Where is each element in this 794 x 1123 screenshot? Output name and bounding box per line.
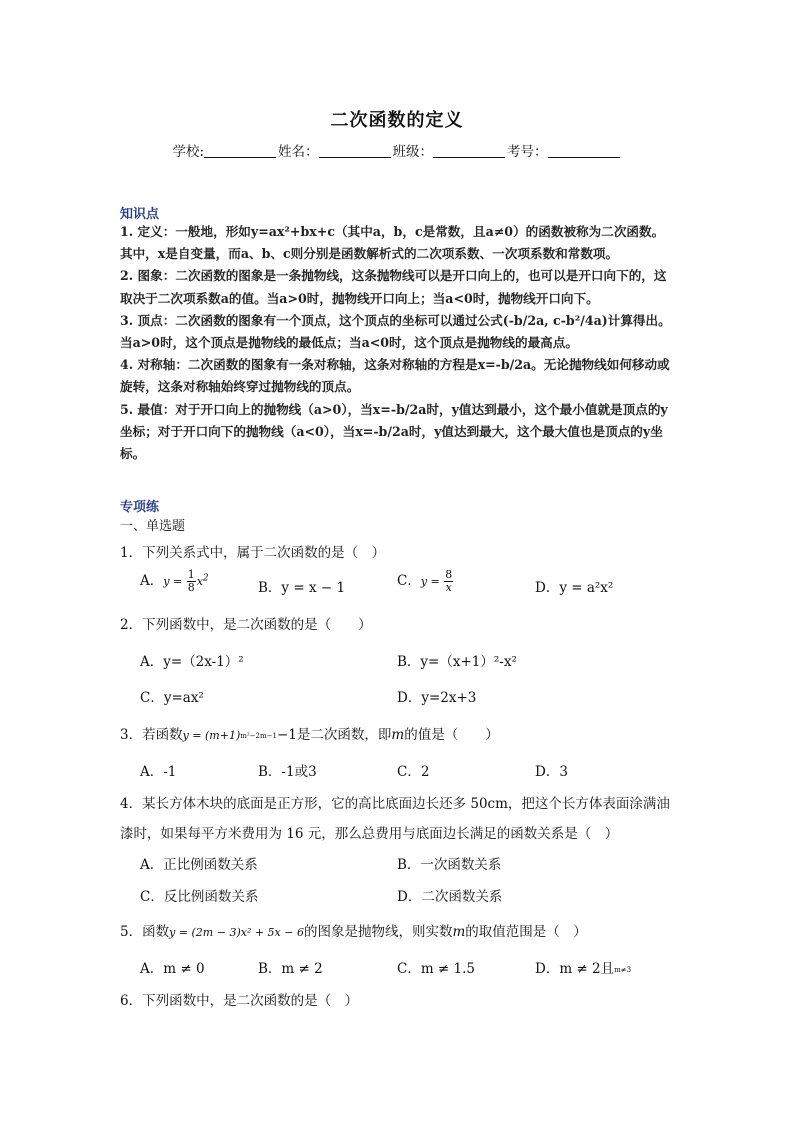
q3-option-b: B．-1或3 [258,764,317,780]
q4-option-d: D．二次函数关系 [397,889,503,905]
knowledge-point: 4. 对称轴：二次函数的图象有一条对称轴，这条对称轴的方程是x=-b/2a。无论抛物线如何移动或旋转，这条对称轴始终穿过抛物线的顶点。 [120,357,670,395]
question-5-stem: 5．函数y = (2m − 3)x² + 5x − 6的图象是抛物线，则实数m的取值范围是（ ） [120,924,587,940]
q5-option-b: B．m ≠ 2 [258,961,323,977]
q3-option-c: C．2 [397,764,430,780]
school-label: 学校: [172,144,205,160]
question-6-stem: 6．下列函数中，是二次函数的是（ ） [120,993,359,1009]
q2-option-d: D．y=2x+3 [397,690,477,706]
knowledge-point: 1. 定义：一般地，形如y=ax²+bx+c（其中a，b，c是常数，且a≠0）的函数被称为二次函数。其中，x是自变量，而a、b、c则分别是函数解析式的二次项系数、一次项系数和常数项。 [120,224,665,262]
knowledge-points [120,221,676,465]
practice-heading: 专项练 [120,500,160,515]
q4-option-a: A．正比例函数关系 [140,857,258,873]
q5-option-a: A．m ≠ 0 [140,961,205,977]
number-label: 考号： [507,144,548,160]
q2-option-c: C．y=ax² [140,690,204,706]
knowledge-heading: 知识点 [120,207,160,222]
page-title: 二次函数的定义 [330,110,464,131]
q5-option-c: C．m ≠ 1.5 [397,961,475,977]
q5-option-d: D．m ≠ 2且m≠3 [535,961,632,977]
question-2-stem: 2．下列函数中，是二次函数的是（ ） [120,617,372,633]
knowledge-point: 3. 顶点：二次函数的图象有一个顶点，这个顶点的坐标可以通过公式(-b/2a, c-b²/4a)计算得出。当a>0时，这个顶点是抛物线的最低点；当a<0时，这个顶点是抛物线的最高点。 [120,312,671,351]
question-4-line-1: 4．某长方体木块的底面是正方形，它的高比底面边长还多 50cm，把这个长方体表面涂满油 [120,796,670,812]
q2-option-a: A．y=（2x-1）² [140,654,244,670]
q2-option-b: B．y=（x+1）²-x² [397,654,517,670]
knowledge-point: 2. 图象：二次函数的图象是一条抛物线，这条抛物线可以是开口向上的，也可以是开口向下的，这取决于二次项系数a的值。当a>0时，抛物线开口向上；当a<0时，抛物线开口向下。 [120,268,667,306]
question-4-line-2: 漆时，如果每平方米费用为 16 元，那么总费用与底面边长满足的函数关系是（ ） [120,826,619,842]
q3-option-d: D．3 [535,764,568,780]
student-info-line [0,140,794,160]
q3-option-a: A．-1 [140,764,177,780]
q4-option-c: C．反比例函数关系 [140,889,259,905]
class-label: 班级： [392,144,434,160]
q1-a-fraction: $\frac{1}{8}$ [187,568,195,594]
q1-option-a: A．y = $\frac{1}{8}$ $x^2$ [140,568,209,594]
q1-c-fraction: $\frac{8}{x}$ [445,568,453,594]
name-blank [319,143,391,158]
section-title: 一、单选题 [120,519,186,534]
question-3-stem: 3．若函数$y = (m+1)^{m^2-2m-1}-1$是二次函数，即m的值是（ ） [120,727,499,743]
knowledge-point: 5. 最值：对于开口向上的抛物线（a>0），当x=-b/2a时，y值达到最小，这个最小值就是顶点的y坐标；对于开口向下的抛物线（a<0），当x=-b/2a时，y值达到最大，这个最大值也是顶点的y坐标。 [120,401,668,462]
q4-option-b: B．一次函数关系 [397,857,502,873]
name-label: 姓名： [278,144,319,160]
question-1-stem: 1．下列关系式中，属于二次函数的是（ ） [120,545,386,561]
class-blank [433,143,505,158]
school-blank [204,143,276,158]
number-blank [548,143,620,158]
q1-option-c: C．y = $\frac{8}{x}$ [397,568,453,594]
q1-option-d: D．y = a²x² [535,580,614,596]
q1-option-b: B．y = x − 1 [258,580,346,596]
